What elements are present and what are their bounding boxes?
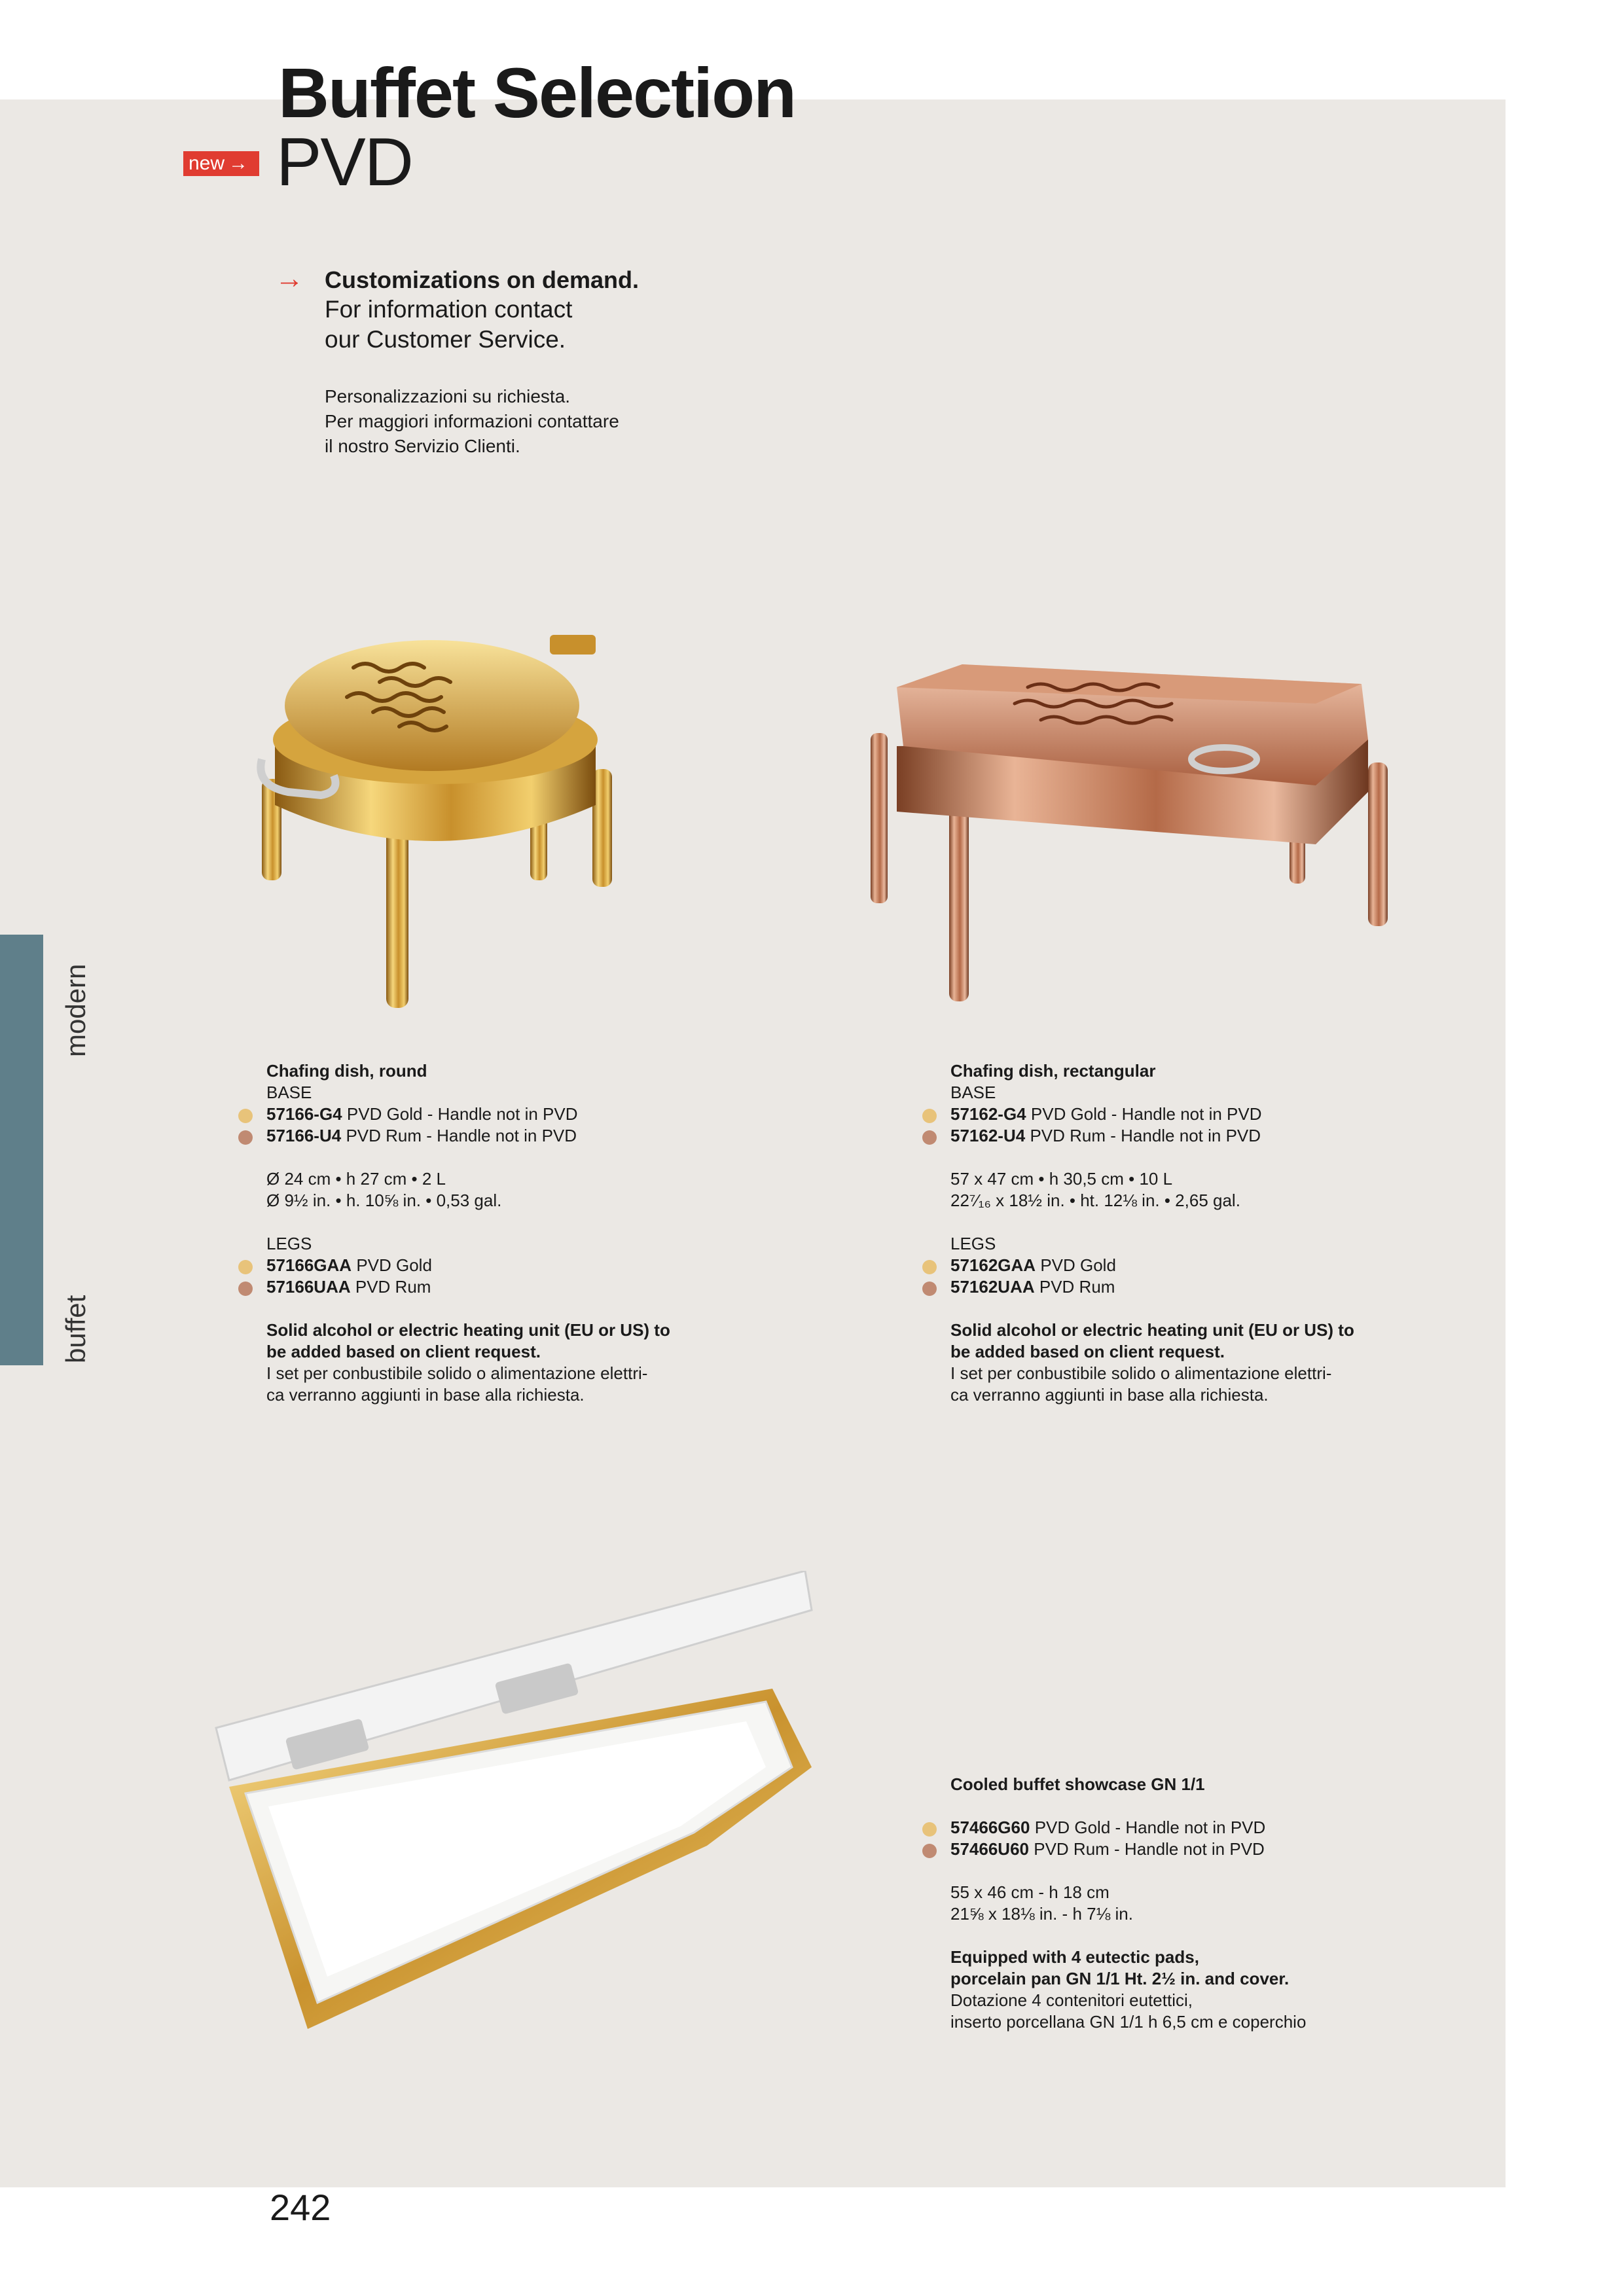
customization-text-it: il nostro Servizio Clienti. (325, 436, 520, 456)
gold-swatch (922, 1822, 937, 1837)
gold-swatch (922, 1260, 937, 1274)
product-variant (950, 1103, 1354, 1125)
heating-note: be added based on client request. (950, 1342, 1225, 1361)
product-code: 57162GAA (950, 1255, 1036, 1275)
section-sidebar (0, 935, 43, 1365)
customization-heading: Customizations on demand. (325, 266, 640, 293)
base-label: BASE (266, 1083, 312, 1102)
product-desc: PVD Gold - Handle not in PVD (346, 1104, 578, 1124)
rum-swatch (922, 1282, 937, 1296)
heating-note: Solid alcohol or electric heating unit (EU or US) to (950, 1320, 1354, 1340)
dimensions-metric: 55 x 46 cm - h 18 cm (950, 1882, 1110, 1902)
product-desc: PVD Rum - Handle not in PVD (346, 1126, 577, 1145)
gold-swatch (922, 1109, 937, 1123)
heating-note-it: I set per conbustibile solido o alimentazione elettri- (950, 1363, 1332, 1383)
product-name: Cooled buffet showcase GN 1/1 (950, 1774, 1205, 1794)
legs-variant (266, 1276, 670, 1298)
dimensions-imperial: 22⁷⁄₁₆ x 18½ in. • ht. 12⅛ in. • 2,65 gal. (950, 1191, 1240, 1210)
dimensions-imperial: Ø 9½ in. • h. 10⅝ in. • 0,53 gal. (266, 1191, 502, 1210)
product-desc: PVD Gold - Handle not in PVD (1034, 1818, 1266, 1837)
rum-swatch (238, 1282, 253, 1296)
product-variant (266, 1103, 670, 1125)
customization-text: our Customer Service. (325, 326, 566, 353)
product-rectangular (950, 1060, 1354, 1406)
product-code: 57166UAA (266, 1277, 351, 1297)
product-name: Chafing dish, rectangular (950, 1061, 1156, 1081)
equipment-note-it: inserto porcellana GN 1/1 h 6,5 cm e coperchio (950, 2012, 1307, 2032)
equipment-note: Equipped with 4 eutectic pads, (950, 1947, 1199, 1967)
equipment-note: porcelain pan GN 1/1 Ht. 2½ in. and cover. (950, 1969, 1290, 1988)
product-round (266, 1060, 670, 1406)
page-subtitle: PVD (276, 124, 412, 200)
base-label: BASE (950, 1083, 996, 1102)
dimensions-metric: Ø 24 cm • h 27 cm • 2 L (266, 1169, 446, 1189)
equipment-note-it: Dotazione 4 contenitori eutettici, (950, 1990, 1193, 2010)
heating-note: be added based on client request. (266, 1342, 541, 1361)
gold-swatch (238, 1260, 253, 1274)
product-variant (950, 1817, 1306, 1839)
customization-text-it: Per maggiori informazioni contattare (325, 411, 619, 431)
legs-label: LEGS (266, 1234, 312, 1253)
sidebar-label-buffet: buffet (60, 1295, 91, 1363)
heating-note-it: ca verranno aggiunti in base alla richiesta. (266, 1385, 585, 1405)
product-desc: PVD Gold (1040, 1255, 1116, 1275)
cooled-showcase-image (209, 1571, 825, 2062)
round-chafing-dish-image (242, 628, 648, 1021)
legs-label: LEGS (950, 1234, 996, 1253)
product-code: 57162-U4 (950, 1126, 1026, 1145)
product-desc: PVD Rum (1039, 1277, 1115, 1297)
page-title: Buffet Selection (278, 53, 796, 132)
product-code: 57162UAA (950, 1277, 1035, 1297)
product-code: 57166GAA (266, 1255, 352, 1275)
product-showcase (950, 1774, 1306, 2033)
heating-note: Solid alcohol or electric heating unit (EU or US) to (266, 1320, 670, 1340)
customization-text: For information contact (325, 296, 573, 323)
sidebar-label-modern: modern (60, 963, 91, 1057)
product-variant (950, 1125, 1354, 1147)
product-variant (266, 1125, 670, 1147)
product-desc: PVD Rum - Handle not in PVD (1034, 1839, 1265, 1859)
dimensions-imperial: 21⅝ x 18⅛ in. - h 7⅛ in. (950, 1904, 1133, 1924)
legs-variant (266, 1255, 670, 1276)
product-code: 57466G60 (950, 1818, 1030, 1837)
gold-swatch (238, 1109, 253, 1123)
product-desc: PVD Rum (355, 1277, 431, 1297)
product-desc: PVD Gold - Handle not in PVD (1030, 1104, 1262, 1124)
rectangular-chafing-dish-image (857, 648, 1414, 1014)
product-code: 57166-U4 (266, 1126, 342, 1145)
dimensions-metric: 57 x 47 cm • h 30,5 cm • 10 L (950, 1169, 1173, 1189)
rum-swatch (922, 1130, 937, 1145)
legs-variant (950, 1255, 1354, 1276)
product-code: 57466U60 (950, 1839, 1029, 1859)
product-code: 57162-G4 (950, 1104, 1026, 1124)
new-badge (183, 151, 259, 176)
page-number: 242 (270, 2187, 331, 2228)
arrow-right-icon: → (275, 262, 304, 295)
legs-variant (950, 1276, 1354, 1298)
rum-swatch (238, 1130, 253, 1145)
heating-note-it: ca verranno aggiunti in base alla richiesta. (950, 1385, 1269, 1405)
product-code: 57166-G4 (266, 1104, 342, 1124)
customization-text-it: Personalizzazioni su richiesta. (325, 386, 571, 406)
heating-note-it: I set per conbustibile solido o alimentazione elettri- (266, 1363, 648, 1383)
arrow-right-icon: → (228, 152, 249, 174)
product-name: Chafing dish, round (266, 1061, 427, 1081)
product-desc: PVD Rum - Handle not in PVD (1030, 1126, 1261, 1145)
product-variant (950, 1839, 1306, 1860)
new-badge-label: new (189, 152, 225, 174)
product-desc: PVD Gold (356, 1255, 432, 1275)
rum-swatch (922, 1844, 937, 1858)
